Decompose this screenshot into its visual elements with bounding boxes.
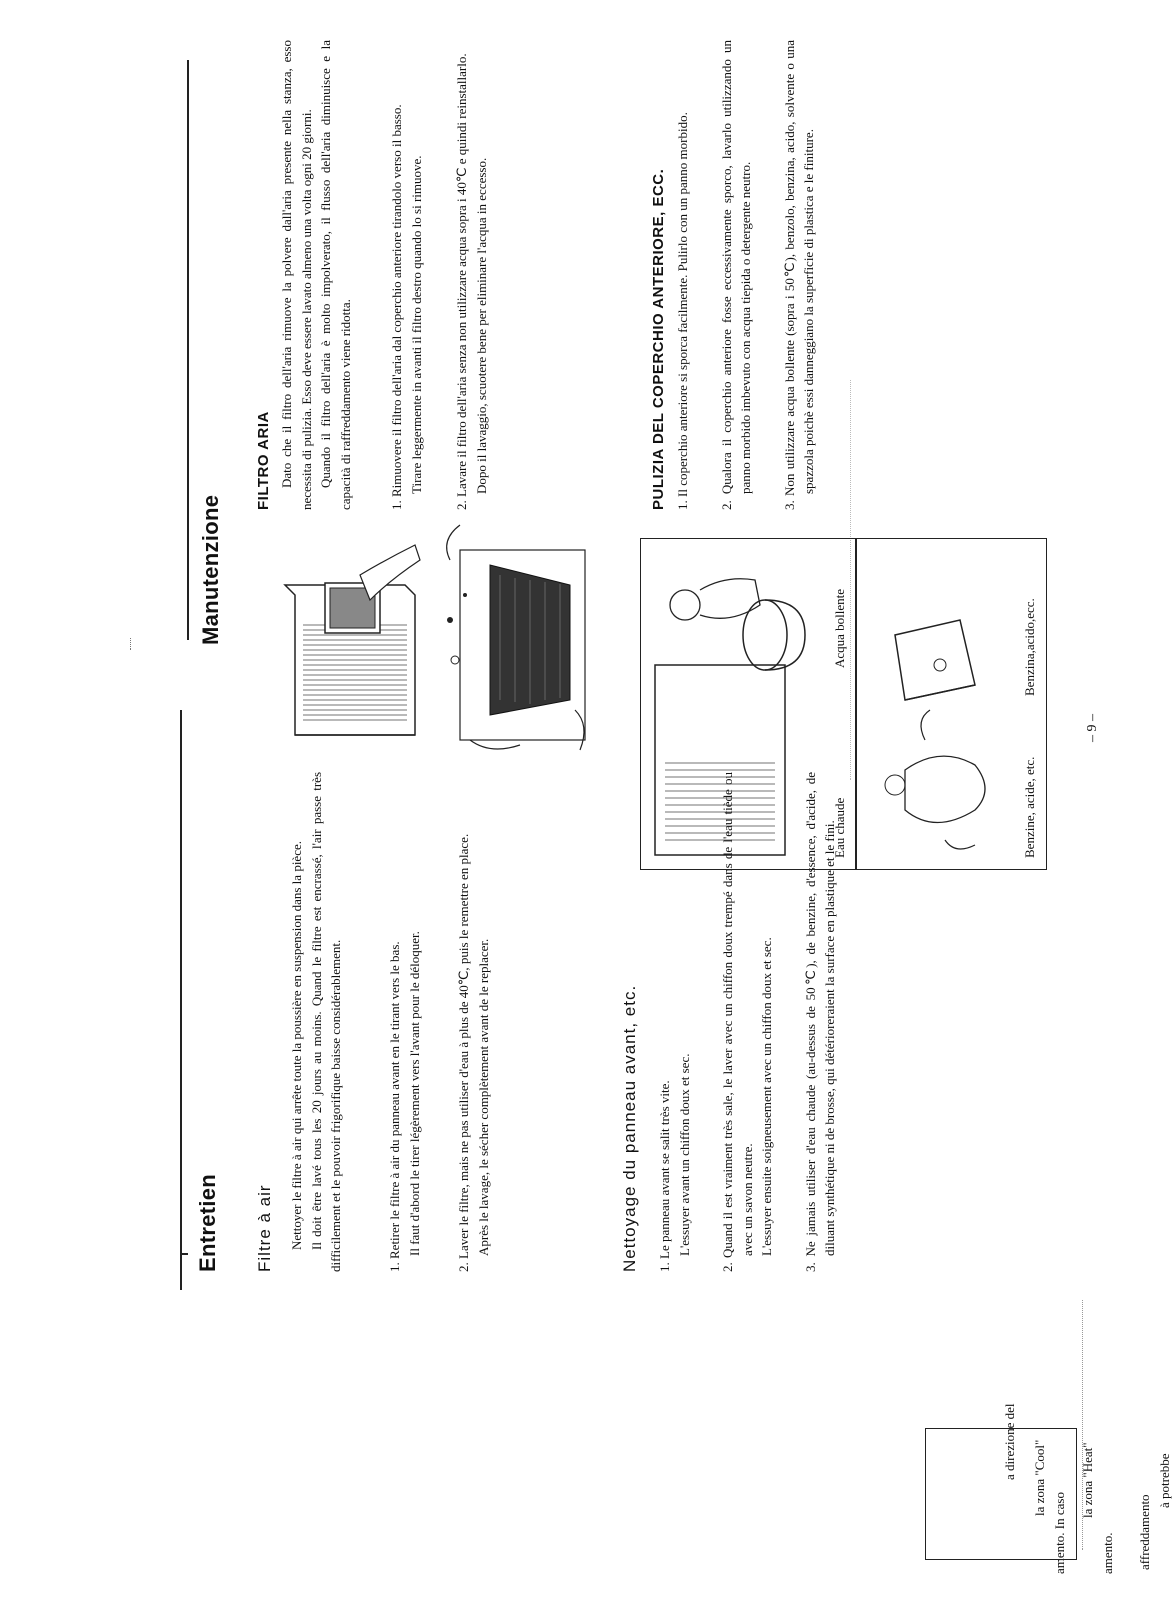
filter-removal-illustration <box>275 530 430 745</box>
italian-panel-step-2: 2. Qualora il coperchio anteriore fosse eccessivamente sporco, lavarlo utilizzando un panno morbido imbevuto con acqua tiepida o detergente neutro. <box>718 40 753 510</box>
fragment-line: la zona "Cool" <box>1032 1439 1047 1516</box>
panel-cleaning-illustration <box>645 545 850 865</box>
french-panel-heading: Nettoyage du panneau avant, etc. <box>620 984 639 1272</box>
fragment-line: affreddamento <box>1137 1494 1152 1570</box>
caption-solvents-it: Benzina,acido,ecc. <box>1022 598 1037 696</box>
italian-panel-step-1: 1. Il coperchio anteriore si sporca facilmente. Pulirlo con un panno morbido. <box>675 112 690 510</box>
caption-acqua-bollente: Acqua bollente <box>832 588 847 668</box>
italian-step-2: 2. Lavare il filtro dell'aria senza non utilizzare acqua sopra i 40℃ e quindi reinstallarlo. Dopo il lavaggio, scuotere bene per eliminare l'acqua in eccesso. <box>454 53 489 510</box>
italian-title: Manutenzione <box>198 494 223 645</box>
filter-washing-illustration <box>430 520 605 760</box>
italian-filter-steps <box>387 40 491 510</box>
fragment-line: amento. <box>1100 1532 1115 1574</box>
french-step-2: 2. Laver le filtre, mais ne pas utiliser d'eau à plus de 40℃, puis le remettre en place. Après le lavage, le sécher complètement avant de le replacer. <box>456 833 491 1272</box>
left-section-rule <box>180 710 182 1290</box>
solvent-warning-illustration <box>865 550 1015 860</box>
page-number: – 9 – <box>1085 714 1100 742</box>
french-filter-heading: Filtre à air <box>255 1184 274 1272</box>
fragment-line: la zona "Heat" <box>1080 1442 1095 1518</box>
italian-filter-heading: FILTRO ARIA <box>255 411 272 510</box>
french-panel-step-1: 1. Le panneau avant se salit très vite. L'essuyer avant un chiffon doux et sec. <box>657 1053 692 1272</box>
french-panel-step-3: 3. Ne jamais utiliser d'eau chaude (au-dessus de 50℃), de benzine, d'essence, d'acide, de diluant synthétique ni de brosse, qui détérioreraient la surface en plastique et le fini. <box>802 772 837 1272</box>
right-section-rule <box>187 60 189 640</box>
french-step-1: 1. Retirer le filtre à air du panneau avant en le tirant vers le bas. Il faut d'abord le tirer légèrement vers l'avant pour le déloquer. <box>387 931 422 1272</box>
italian-step-1: 1. Rimuovere il filtro dell'aria dal coperchio anteriore tirandolo verso il basso. Tirare leggermente in avanti il filtro destro quando lo si rimuove. <box>389 104 424 510</box>
caption-eau-chaude: Eau chaude <box>832 797 847 858</box>
italian-filter-intro: Dato che il filtro dell'aria rimuove la polvere dall'aria presente nella stanza, esso necessita di pulizia. Esso deve essere lavato almeno una volta ogni 20 giorni. Quando il filtro dell'aria è molto impolverato, il flusso dell'aria diminuisce e la capacità di raffreddamento viene ridotta. <box>279 40 353 510</box>
italian-panel-step-3: 3. Non utilizzare acqua bollente (sopra i 50℃), benzolo, benzina, acido, solvente o una spazzola poichè essi danneggiano la superficie di plastica e le finiture. <box>781 40 816 510</box>
french-panel-step-2: 2. Quand il est vraiment très sale, le laver avec un chiffon doux trempé dans de l'eau tiède ou avec un savon neutre. L'essuyer ensuite soigneusement avec un chiffon doux et sec. <box>720 772 774 1272</box>
fragment-line: a direzione del <box>1002 1403 1017 1480</box>
fragment-line: à potrebbe <box>1157 1453 1172 1508</box>
italian-panel-steps <box>673 40 819 510</box>
french-filter-steps <box>385 772 493 1272</box>
section-rule <box>182 1254 188 1256</box>
fragment-line: amento. In caso <box>1052 1492 1067 1574</box>
caption-solvents-fr: Benzine, acide, etc. <box>1022 756 1037 858</box>
italian-panel-heading: PULIZIA DEL COPERCHIO ANTERIORE, ECC. <box>650 168 667 510</box>
french-title: Entretien <box>195 1173 220 1272</box>
french-filter-intro: Nettoyer le filtre à air qui arrête toute la poussière en suspension dans la pièce. Il doit être lavé tous les 20 jours au moins. Quand le filtre est encrassé, l'air passe très difficilement et le pouvoir frigorifique baisse considérablement. <box>289 772 343 1272</box>
